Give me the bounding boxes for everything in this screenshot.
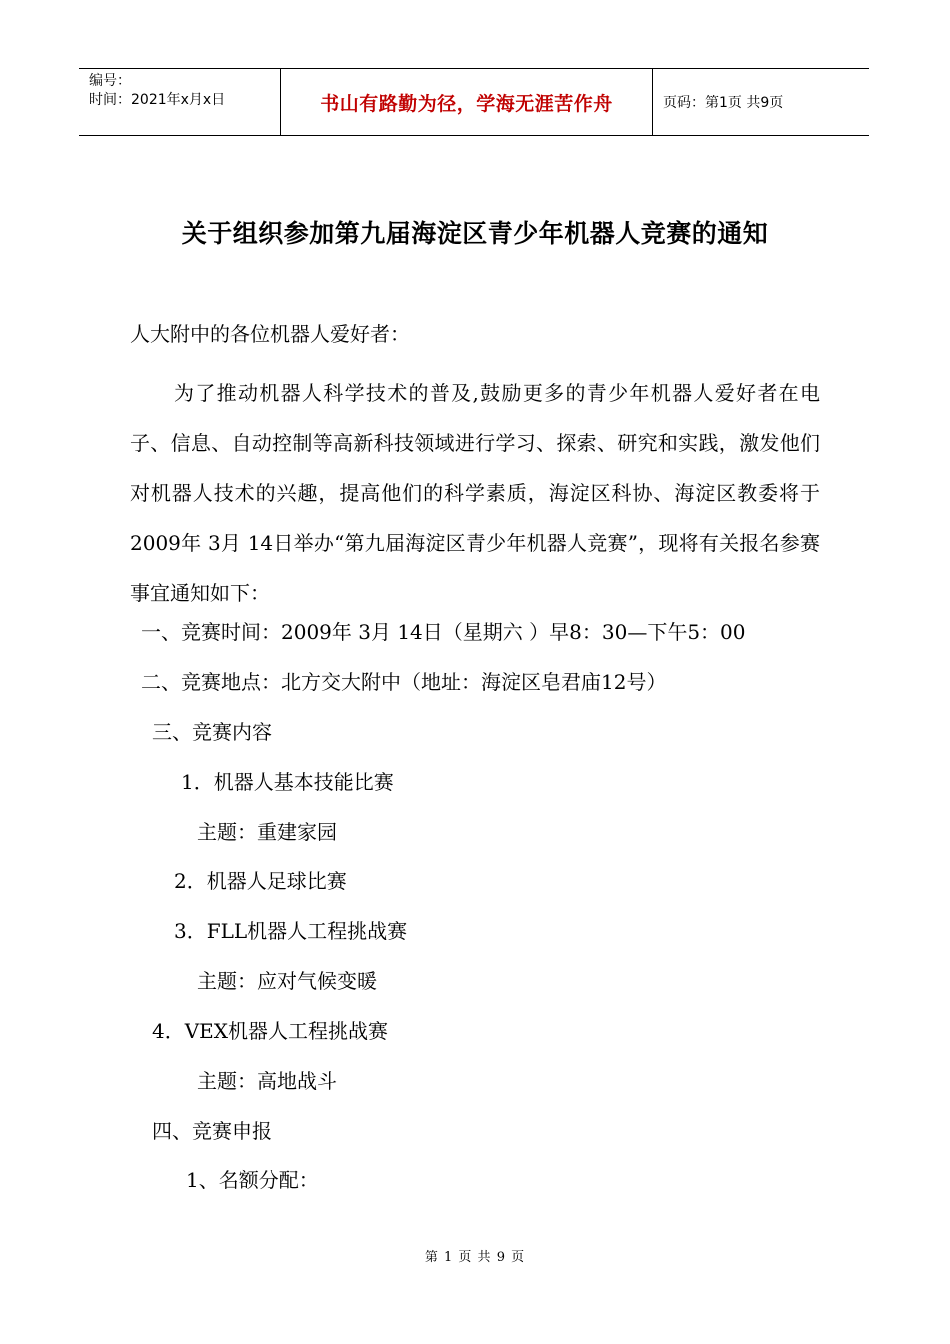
content-item-3: 3．FLL机器人工程挑战赛 (174, 919, 408, 943)
header-motto: 书山有路勤为径，学海无涯苦作舟 (281, 69, 653, 135)
content-item-1-theme: 主题：重建家园 (197, 820, 337, 844)
header-page-info: 页码：第1页 共9页 (663, 95, 784, 111)
section-apply-heading: 四、竞赛申报 (152, 1119, 272, 1143)
section-content-heading: 三、竞赛内容 (152, 720, 272, 744)
intro-paragraph: 为了推动机器人科学技术的普及,鼓励更多的青少年机器人爱好者在电子、信息、自动控制等高新科技领域进行学习、探索、研究和实践，激发他们对机器人技术的兴趣，提高他们的科学素质，海淀区科协、海淀区教委将于2009年 3月 14日举办“第九届海淀区青少年机器人竞赛”，现将有关报名参赛事宜通知如下： (130, 381, 820, 605)
content-item-1: 1．机器人基本技能比赛 (181, 770, 394, 794)
page-footer: 第 1 页 共 9 页 (424, 1250, 526, 1265)
apply-quota: 1、名额分配： (186, 1168, 319, 1192)
salutation: 人大附中的各位机器人爱好者： (130, 322, 410, 346)
document-title: 关于组织参加第九届海淀区青少年机器人竞赛的通知 (181, 219, 769, 248)
number-label: 编号： (89, 73, 131, 89)
content-item-3-theme: 主题：应对气候变暖 (197, 969, 377, 993)
content-item-4-theme: 主题：高地战斗 (197, 1069, 337, 1093)
header-meta-cell (79, 69, 281, 135)
content-item-4: 4．VEX机器人工程挑战赛 (152, 1019, 389, 1043)
section-time: 一、竞赛时间：2009年 3月 14日（星期六 ）早8：30—下午5：00 (141, 620, 746, 644)
content-item-2: 2．机器人足球比赛 (174, 869, 347, 893)
time-label: 时间：2021年x月x日 (89, 92, 226, 108)
header-table (79, 68, 869, 136)
section-place: 二、竞赛地点：北方交大附中（地址：海淀区皂君庙12号） (141, 670, 667, 694)
